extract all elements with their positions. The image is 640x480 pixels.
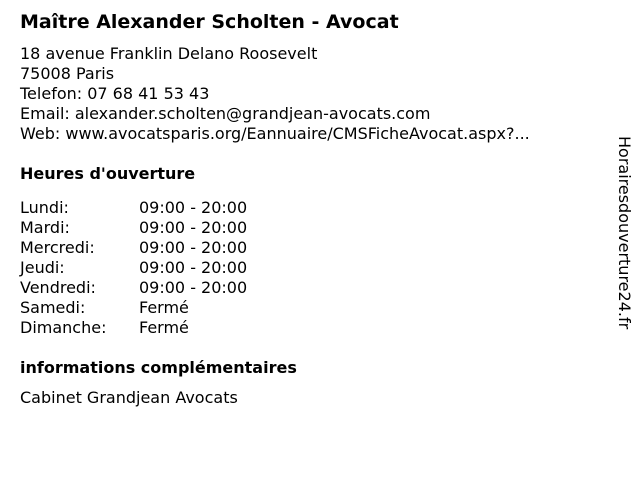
hours-row-wednesday [20, 238, 610, 258]
hours-day: Vendredi: [20, 278, 96, 297]
opening-hours-heading: Heures d'ouverture [20, 164, 196, 183]
hours-time: Fermé [139, 318, 189, 337]
address-block [20, 44, 610, 144]
hours-day: Lundi: [20, 198, 69, 217]
hours-day: Dimanche: [20, 318, 107, 337]
opening-hours-table [20, 198, 610, 338]
city-postcode: 75008 Paris [20, 64, 115, 83]
hours-time: 09:00 - 20:00 [139, 278, 248, 297]
hours-time: 09:00 - 20:00 [139, 218, 248, 237]
hours-time: Fermé [139, 298, 189, 317]
hours-row-monday [20, 198, 610, 218]
phone-line: Telefon: 07 68 41 53 43 [20, 84, 210, 103]
additional-info-heading: informations complémentaires [20, 358, 297, 377]
web-line: Web: www.avocatsparis.org/Eannuaire/CMSFicheAvocat.aspx?... [20, 124, 530, 143]
site-watermark: Horairesdouverture24.fr [615, 136, 634, 330]
hours-row-tuesday [20, 218, 610, 238]
hours-row-saturday [20, 298, 610, 318]
hours-day: Mercredi: [20, 238, 95, 257]
hours-time: 09:00 - 20:00 [139, 238, 248, 257]
additional-info-text: Cabinet Grandjean Avocats [20, 388, 238, 407]
hours-time: 09:00 - 20:00 [139, 258, 248, 277]
hours-row-friday [20, 278, 610, 298]
hours-day: Mardi: [20, 218, 70, 237]
hours-row-thursday [20, 258, 610, 278]
street-address: 18 avenue Franklin Delano Roosevelt [20, 44, 318, 63]
page-title: Maître Alexander Scholten - Avocat [20, 11, 399, 33]
email-line: Email: alexander.scholten@grandjean-avocats.com [20, 104, 431, 123]
hours-time: 09:00 - 20:00 [139, 198, 248, 217]
hours-day: Jeudi: [20, 258, 65, 277]
hours-row-sunday [20, 318, 610, 338]
business-card [20, 8, 610, 408]
hours-day: Samedi: [20, 298, 86, 317]
